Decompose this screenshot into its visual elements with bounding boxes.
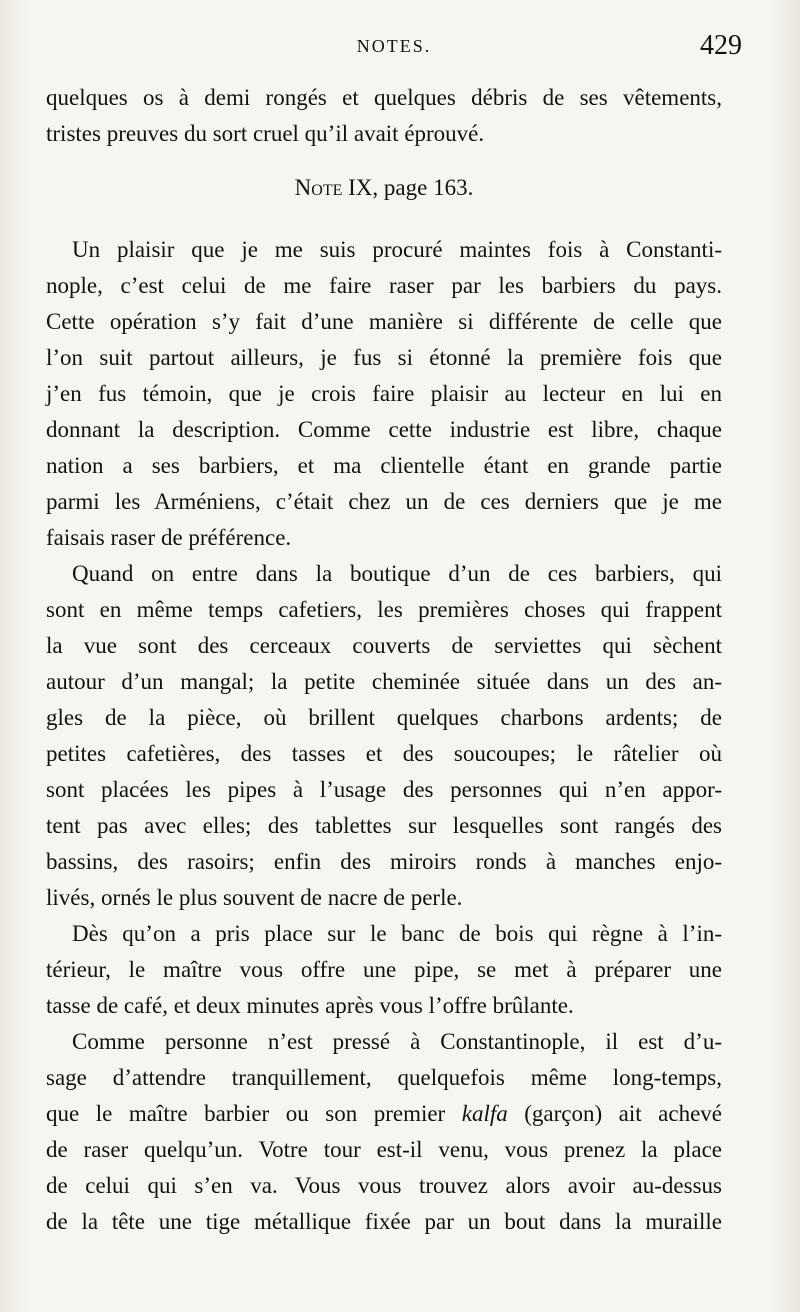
text-line: nation a ses barbiers, et ma clientelle étant en grande partie (46, 453, 722, 478)
text-line: sont en même temps cafetiers, les premières choses qui frappent (46, 597, 722, 622)
text-line: tristes preuves du sort cruel qu’il avait éprouvé. (46, 121, 485, 146)
note-heading (46, 152, 722, 224)
text-line: quelques os à demi rongés et quelques débris de ses vêtements, (46, 85, 722, 110)
text-line: petites cafetières, des tasses et des soucoupes; le râtelier où (46, 741, 722, 766)
text-line: sont placées les pipes à l’usage des personnes qui n’en appor- (46, 777, 722, 802)
text-line: Comme personne n’est pressé à Constantinople, il est d’u- (72, 1029, 722, 1054)
text-line: Dès qu’on a pris place sur le banc de bois qui règne à l’in- (72, 921, 722, 946)
body-text (46, 80, 722, 1240)
note-heading-rest: IX, page 163. (342, 175, 474, 200)
text-line: de celui qui s’en va. Vous vous trouvez alors avoir au-dessus (46, 1173, 722, 1198)
text-line: de raser quelqu’un. Votre tour est-il venu, vous prenez la place (46, 1137, 722, 1162)
text-line: Un plaisir que je me suis procuré maintes fois à Constanti- (72, 237, 722, 262)
text-line: bassins, des rasoirs; enfin des miroirs ronds à manches enjo- (46, 849, 722, 874)
text-line: nople, c’est celui de me faire raser par les barbiers du pays. (46, 273, 722, 298)
italic-term: kalfa (461, 1101, 508, 1126)
text-line: l’on suit partout ailleurs, je fus si étonné la première fois que (46, 345, 722, 370)
text-line: tent pas avec elles; des tablettes sur lesquelles sont rangés des (46, 813, 722, 838)
text-line: Quand on entre dans la boutique d’un de ces barbiers, qui (72, 561, 722, 586)
page-number: 429 (700, 30, 742, 61)
text-line: gles de la pièce, où brillent quelques charbons ardents; de (46, 705, 722, 730)
text-line: Cette opération s’y fait d’une manière si différente de celle que (46, 309, 722, 334)
text-line-with-italic (46, 1096, 722, 1132)
text-line: sage d’attendre tranquillement, quelquefois même long-temps, (46, 1065, 722, 1090)
text-span: (garçon) ait achevé (507, 1101, 722, 1126)
text-line: térieur, le maître vous offre une pipe, se met à préparer une (46, 957, 722, 982)
text-line: autour d’un mangal; la petite cheminée située dans un des an- (46, 669, 722, 694)
text-line: parmi les Arméniens, c’était chez un de ces derniers que je me (46, 489, 722, 514)
text-line: j’en fus témoin, que je crois faire plaisir au lecteur en lui en (46, 381, 722, 406)
text-line: donnant la description. Comme cette industrie est libre, chaque (46, 417, 722, 442)
running-head (46, 30, 742, 70)
text-line: livés, ornés le plus souvent de nacre de perle. (46, 885, 463, 910)
text-line: la vue sont des cerceaux couverts de serviettes qui sèchent (46, 633, 722, 658)
running-head-title: NOTES. (356, 36, 432, 56)
text-line: de la tête une tige métallique fixée par un bout dans la muraille (46, 1209, 722, 1234)
note-heading-label: Note (294, 175, 343, 200)
text-line: faisais raser de préférence. (46, 525, 292, 550)
text-span: que le maître barbier ou son premier (46, 1101, 462, 1126)
text-line: tasse de café, et deux minutes après vous l’offre brûlante. (46, 993, 574, 1018)
